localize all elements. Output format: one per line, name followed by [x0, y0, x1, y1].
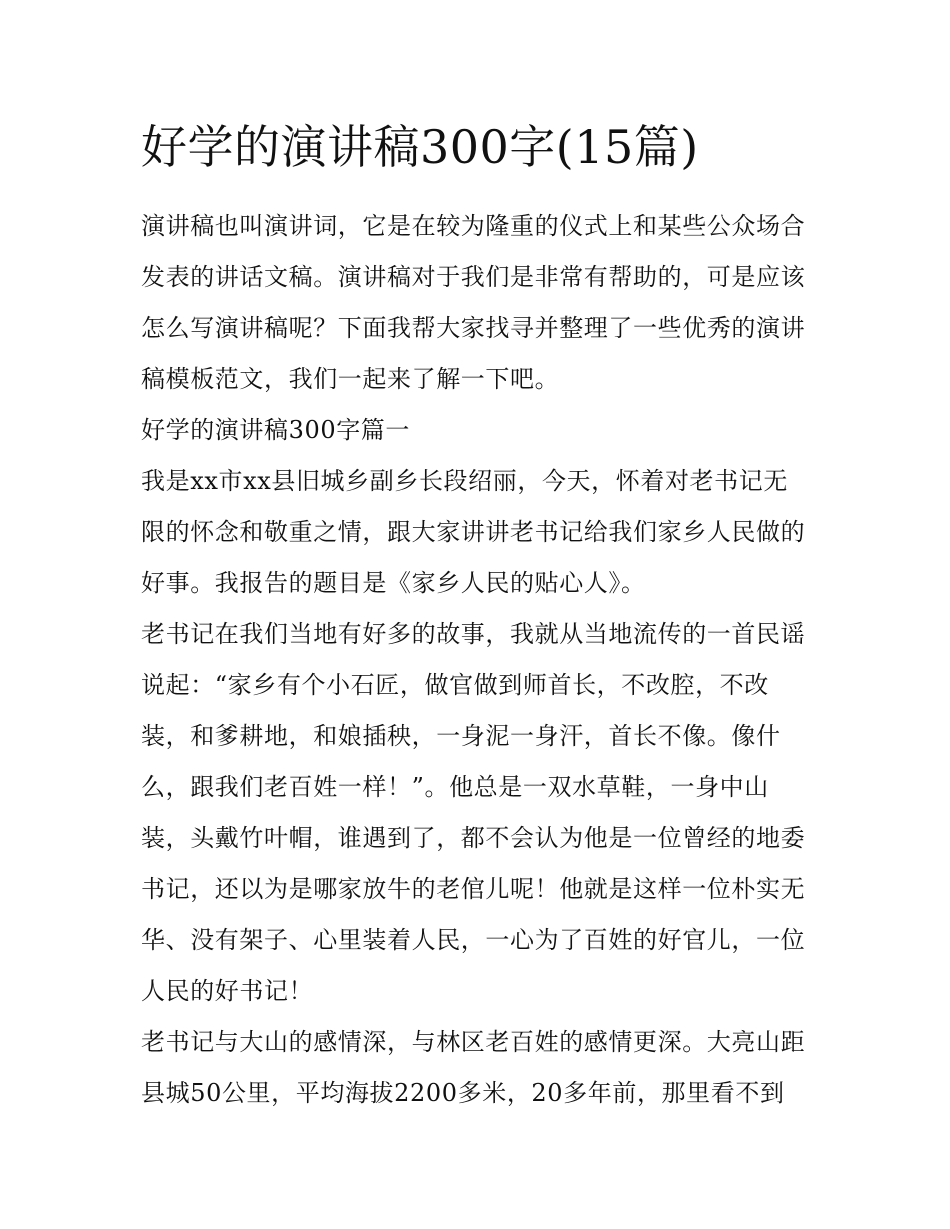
paragraph-line: 人民的好书记！ — [141, 977, 314, 1005]
intro-line: 稿模板范文，我们一起来了解一下吧。 — [141, 365, 560, 393]
paragraph-line: 好事。我报告的题目是《家乡人民的贴心人》。 — [141, 569, 646, 597]
paragraph-line: 装，和爹耕地，和娘插秧，一身泥一身汗，首长不像。像什 — [141, 722, 781, 750]
paragraph-line: 县城50公里，平均海拔2200多米，20多年前，那里看不到 — [141, 1079, 785, 1107]
paragraph-line: 华、没有架子、心里装着人民，一心为了百姓的好官儿，一位 — [141, 926, 806, 954]
intro-line: 发表的讲话文稿。演讲稿对于我们是非常有帮助的，可是应该 — [141, 263, 806, 291]
paragraph-line: 我是xx市xx县旧城乡副乡长段绍丽，今天，怀着对老书记无 — [141, 467, 788, 495]
paragraph-line: 说起：“家乡有个小石匠，做官做到师首长，不改腔，不改 — [141, 671, 769, 699]
section-heading: 好学的演讲稿300字篇一 — [141, 416, 411, 444]
paragraph-line: 么，跟我们老百姓一样！”。他总是一双水草鞋，一身中山 — [141, 773, 769, 801]
intro-line: 怎么写演讲稿呢？下面我帮大家找寻并整理了一些优秀的演讲 — [141, 314, 806, 342]
paragraph-line: 书记，还以为是哪家放牛的老倌儿呢！他就是这样一位朴实无 — [141, 875, 806, 903]
paragraph-line: 装，头戴竹叶帽，谁遇到了，都不会认为他是一位曾经的地委 — [141, 824, 806, 852]
document-title: 好学的演讲稿300字(15篇) — [141, 120, 699, 174]
paragraph-line: 老书记与大山的感情深，与林区老百姓的感情更深。大亮山距 — [141, 1028, 806, 1056]
intro-line: 演讲稿也叫演讲词，它是在较为隆重的仪式上和某些公众场合 — [141, 212, 806, 240]
paragraph-line: 老书记在我们当地有好多的故事，我就从当地流传的一首民谣 — [141, 620, 806, 648]
document-body — [141, 201, 821, 1119]
paragraph-line: 限的怀念和敬重之情，跟大家讲讲老书记给我们家乡人民做的 — [141, 518, 806, 546]
